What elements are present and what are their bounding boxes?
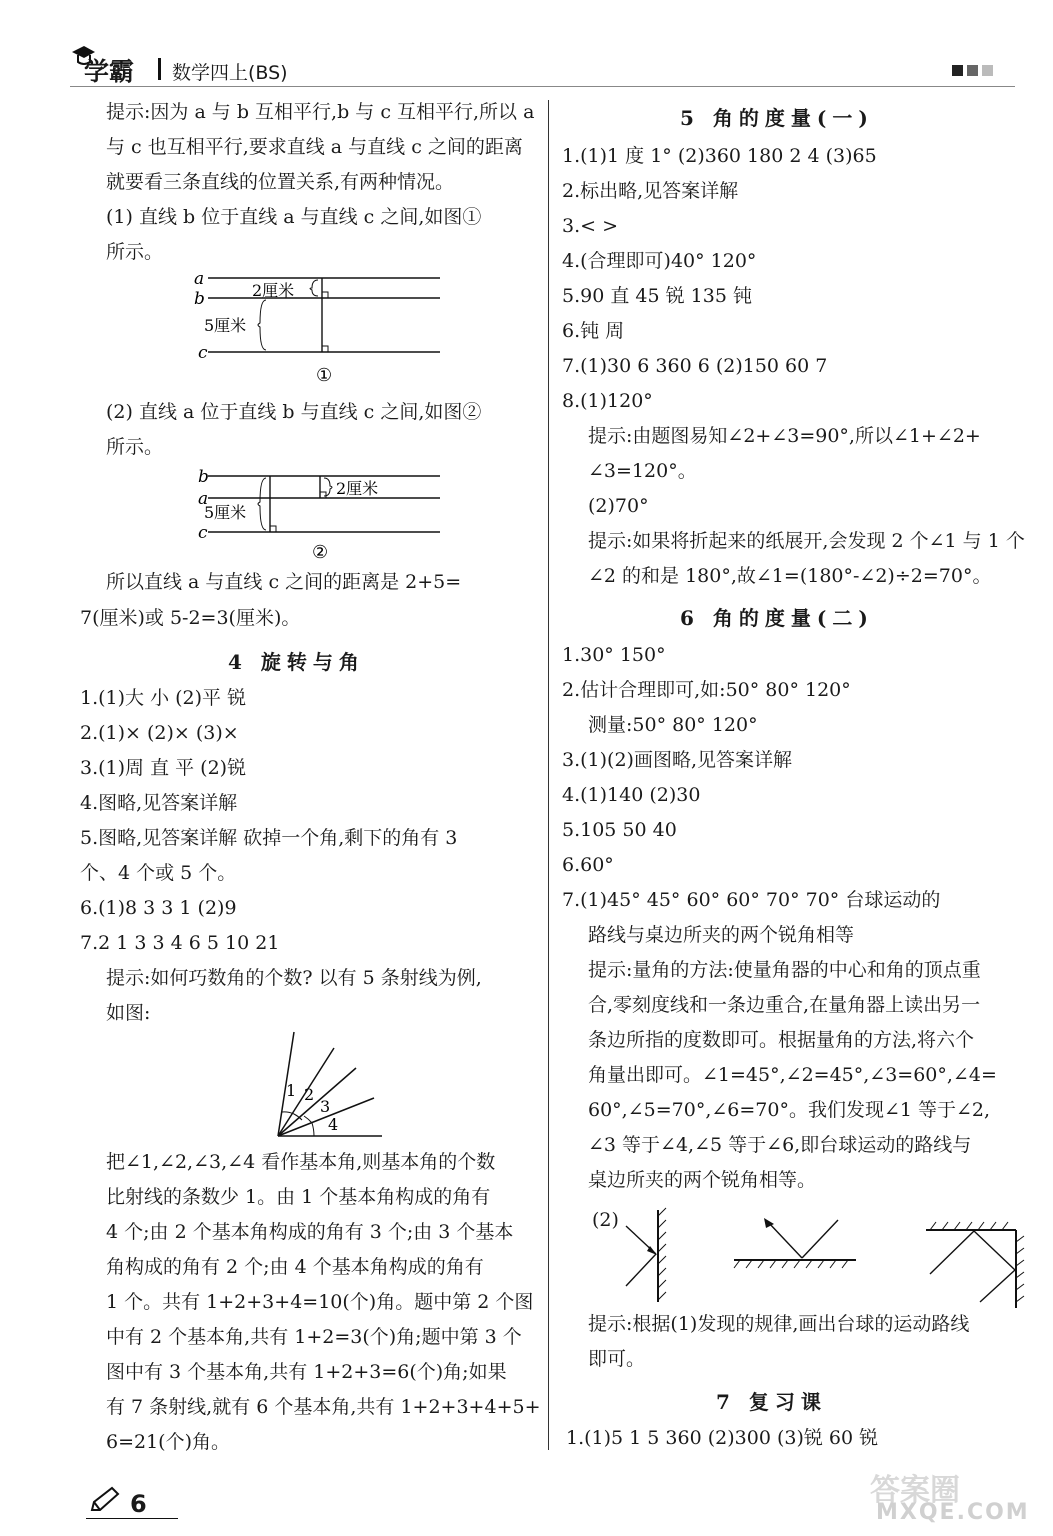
s6-answer-2-measure: 测量:50° 80° 120° [588,714,758,736]
s5-hint-1: 提示:由题图易知∠2+∠3=90°,所以∠1+∠2+ [588,425,981,447]
s6-tail-2: 即可。 [588,1348,646,1370]
s4-tail-3: 4 个;由 2 个基本角构成的角有 3 个;由 3 个基本 [106,1221,514,1243]
billiard-path-figure-2 [730,1212,860,1272]
s6-answer-6: 6.60° [562,854,614,876]
s5-answer-8-2: (2)70° [588,495,649,517]
s5-answer-5: 5.90 直 45 锐 135 钝 [562,285,752,307]
s4-tail-2: 比射线的条数少 1。由 1 个基本角构成的角有 [106,1186,491,1208]
header-square-3 [982,65,993,76]
ray-angle-1: 1 [286,1081,297,1100]
s6-answer-5: 5.105 50 40 [562,819,677,841]
fig2-top-label: 2厘米 [336,479,379,498]
header-square-2 [967,65,978,76]
fig1-label-c: c [198,343,208,363]
s6-answer-3: 3.(1)(2)画图略,见答案详解 [562,749,792,771]
ray-angle-4: 4 [328,1115,339,1134]
s5-answer-6: 6.钝 周 [562,320,625,342]
s4-tail-9: 6=21(个)角。 [106,1431,231,1453]
hint-line-2: 与 c 也互相平行,要求直线 a 与直线 c 之间的距离 [106,136,523,158]
s4-tail-4: 角构成的角有 2 个;由 4 个基本角构成的角有 [106,1256,484,1278]
s5-hint-2: ∠3=120°。 [588,460,697,482]
s4-answer-4: 4.图略,见答案详解 [80,792,238,814]
s5-answer-2: 2.标出略,见答案详解 [562,180,739,202]
s4-answer-2: 2.(1)× (2)× (3)× [80,722,239,744]
s4-answer-1: 1.(1)大 小 (2)平 锐 [80,687,247,709]
conclusion-line-1: 所以直线 a 与直线 c 之间的距离是 2+5= [106,571,462,593]
s4-hint-2: 如图: [106,1002,151,1024]
fig2-caption: ② [312,542,329,563]
fig1-label-b: b [194,289,205,309]
s7-answer-1: 1.(1)5 1 5 360 (2)300 (3)锐 60 锐 [566,1427,879,1449]
fig1-side-label: 5厘米 [204,316,247,335]
s6-answer-1: 1.30° 150° [562,644,666,666]
s6-hint-3: 条边所指的度数即可。根据量角的方法,将六个 [588,1029,975,1051]
billiard-path-figure-1 [620,1206,680,1306]
footer-rule [86,1518,178,1519]
header-separator [158,58,161,80]
figure-1-parallel-lines [190,268,450,388]
conclusion-line-2: 7(厘米)或 5-2=3(厘米)。 [80,607,301,629]
watermark-logo: 答案圈 [870,1473,960,1508]
case1-line-1: (1) 直线 b 位于直线 a 与直线 c 之间,如图① [106,206,482,228]
s5-answer-1: 1.(1)1 度 1° (2)360 180 2 4 (3)65 [562,145,877,167]
s4-answer-7: 7.2 1 3 3 4 6 5 10 21 [80,932,280,954]
s4-tail-6: 中有 2 个基本角,共有 1+2=3(个)角;题中第 3 个 [106,1326,522,1348]
rays-figure [270,1028,390,1140]
s4-hint-1: 提示:如何巧数角的个数? 以有 5 条射线为例, [106,967,482,989]
fig1-caption: ① [316,365,333,386]
s6-hint-5: 60°,∠5=70°,∠6=70°。我们发现∠1 等于∠2, [588,1099,991,1121]
s4-answer-5-cont: 个、4 个或 5 个。 [80,862,237,884]
watermark-url: MXQE.COM [876,1500,1030,1525]
billiard-path-figure-3 [922,1210,1026,1310]
s5-answer-8: 8.(1)120° [562,390,653,412]
ray-angle-2: 2 [304,1085,315,1104]
s6-tail-1: 提示:根据(1)发现的规律,画出台球的运动路线 [588,1313,970,1335]
fig2-label-b: b [198,467,209,487]
s5-hint-4: ∠2 的和是 180°,故∠1=(180°-∠2)÷2=70°。 [588,565,992,587]
s5-answer-7: 7.(1)30 6 360 6 (2)150 60 7 [562,355,828,377]
s4-tail-8: 有 7 条射线,就有 6 个基本角,共有 1+2+3+4+5+ [106,1396,541,1418]
section-5-title: 5 角的度量(一) [680,106,874,130]
s4-answer-5: 5.图略,见答案详解 砍掉一个角,剩下的角有 3 [80,827,458,849]
case2-line-1: (2) 直线 a 位于直线 b 与直线 c 之间,如图② [106,401,482,423]
column-divider [548,100,549,1450]
s4-tail-1: 把∠1,∠2,∠3,∠4 看作基本角,则基本角的个数 [106,1151,496,1173]
s6-hint-7: 桌边所夹的两个锐角相等。 [588,1169,817,1191]
page-number: 6 [130,1490,147,1518]
s6-answer-4: 4.(1)140 (2)30 [562,784,701,806]
brand-logo: 学霸 [84,57,135,86]
s4-tail-5: 1 个。共有 1+2+3+4=10(个)角。题中第 2 个图 [106,1291,534,1313]
header-square-1 [952,65,963,76]
s5-hint-3: 提示:如果将折起来的纸展开,会发现 2 个∠1 与 1 个 [588,530,1025,552]
s6-answer-7-cont: 路线与桌边所夹的两个锐角相等 [588,924,855,946]
s6-hint-4: 角量出即可。∠1=45°,∠2=45°,∠3=60°,∠4= [588,1064,997,1086]
fig1-label-a: a [194,269,205,289]
fig2-side-label: 5厘米 [204,503,247,522]
hint-line-3: 就要看三条直线的位置关系,有两种情况。 [106,171,455,193]
header-rule [70,86,1015,87]
s4-tail-7: 图中有 3 个基本角,共有 1+2+3=6(个)角;如果 [106,1361,507,1383]
hint-line-1: 提示:因为 a 与 b 互相平行,b 与 c 互相平行,所以 a [106,101,535,123]
fig2-label-c: c [198,523,208,543]
s6-hint-2: 合,零刻度线和一条边重合,在量角器上读出另一 [588,994,981,1016]
section-4-title: 4 旋转与角 [228,650,365,674]
s6-answer-7: 7.(1)45° 45° 60° 60° 70° 70° 台球运动的 [562,889,941,911]
s5-answer-4: 4.(合理即可)40° 120° [562,250,757,272]
case2-line-2: 所示。 [106,436,164,458]
section-6-title: 6 角的度量(二) [680,606,874,630]
fig1-top-label: 2厘米 [252,281,295,300]
ray-angle-3: 3 [320,1097,331,1116]
s4-answer-3: 3.(1)周 直 平 (2)锐 [80,757,247,779]
s6-hint-1: 提示:量角的方法:使量角器的中心和角的顶点重 [588,959,981,981]
case1-line-2: 所示。 [106,241,164,263]
section-7-title: 7 复习课 [716,1390,827,1414]
book-title: 数学四上(BS) [172,62,288,84]
figure-2-parallel-lines [190,462,450,566]
pencil-icon [88,1486,122,1516]
s6-hint-6: ∠3 等于∠4,∠5 等于∠6,即台球运动的路线与 [588,1134,972,1156]
s5-answer-3: 3.< > [562,215,619,237]
fig2-label-a: a [198,489,209,509]
s6-q7-2-label: (2) [592,1209,619,1231]
s4-answer-6: 6.(1)8 3 3 1 (2)9 [80,897,237,919]
s6-answer-2: 2.估计合理即可,如:50° 80° 120° [562,679,851,701]
